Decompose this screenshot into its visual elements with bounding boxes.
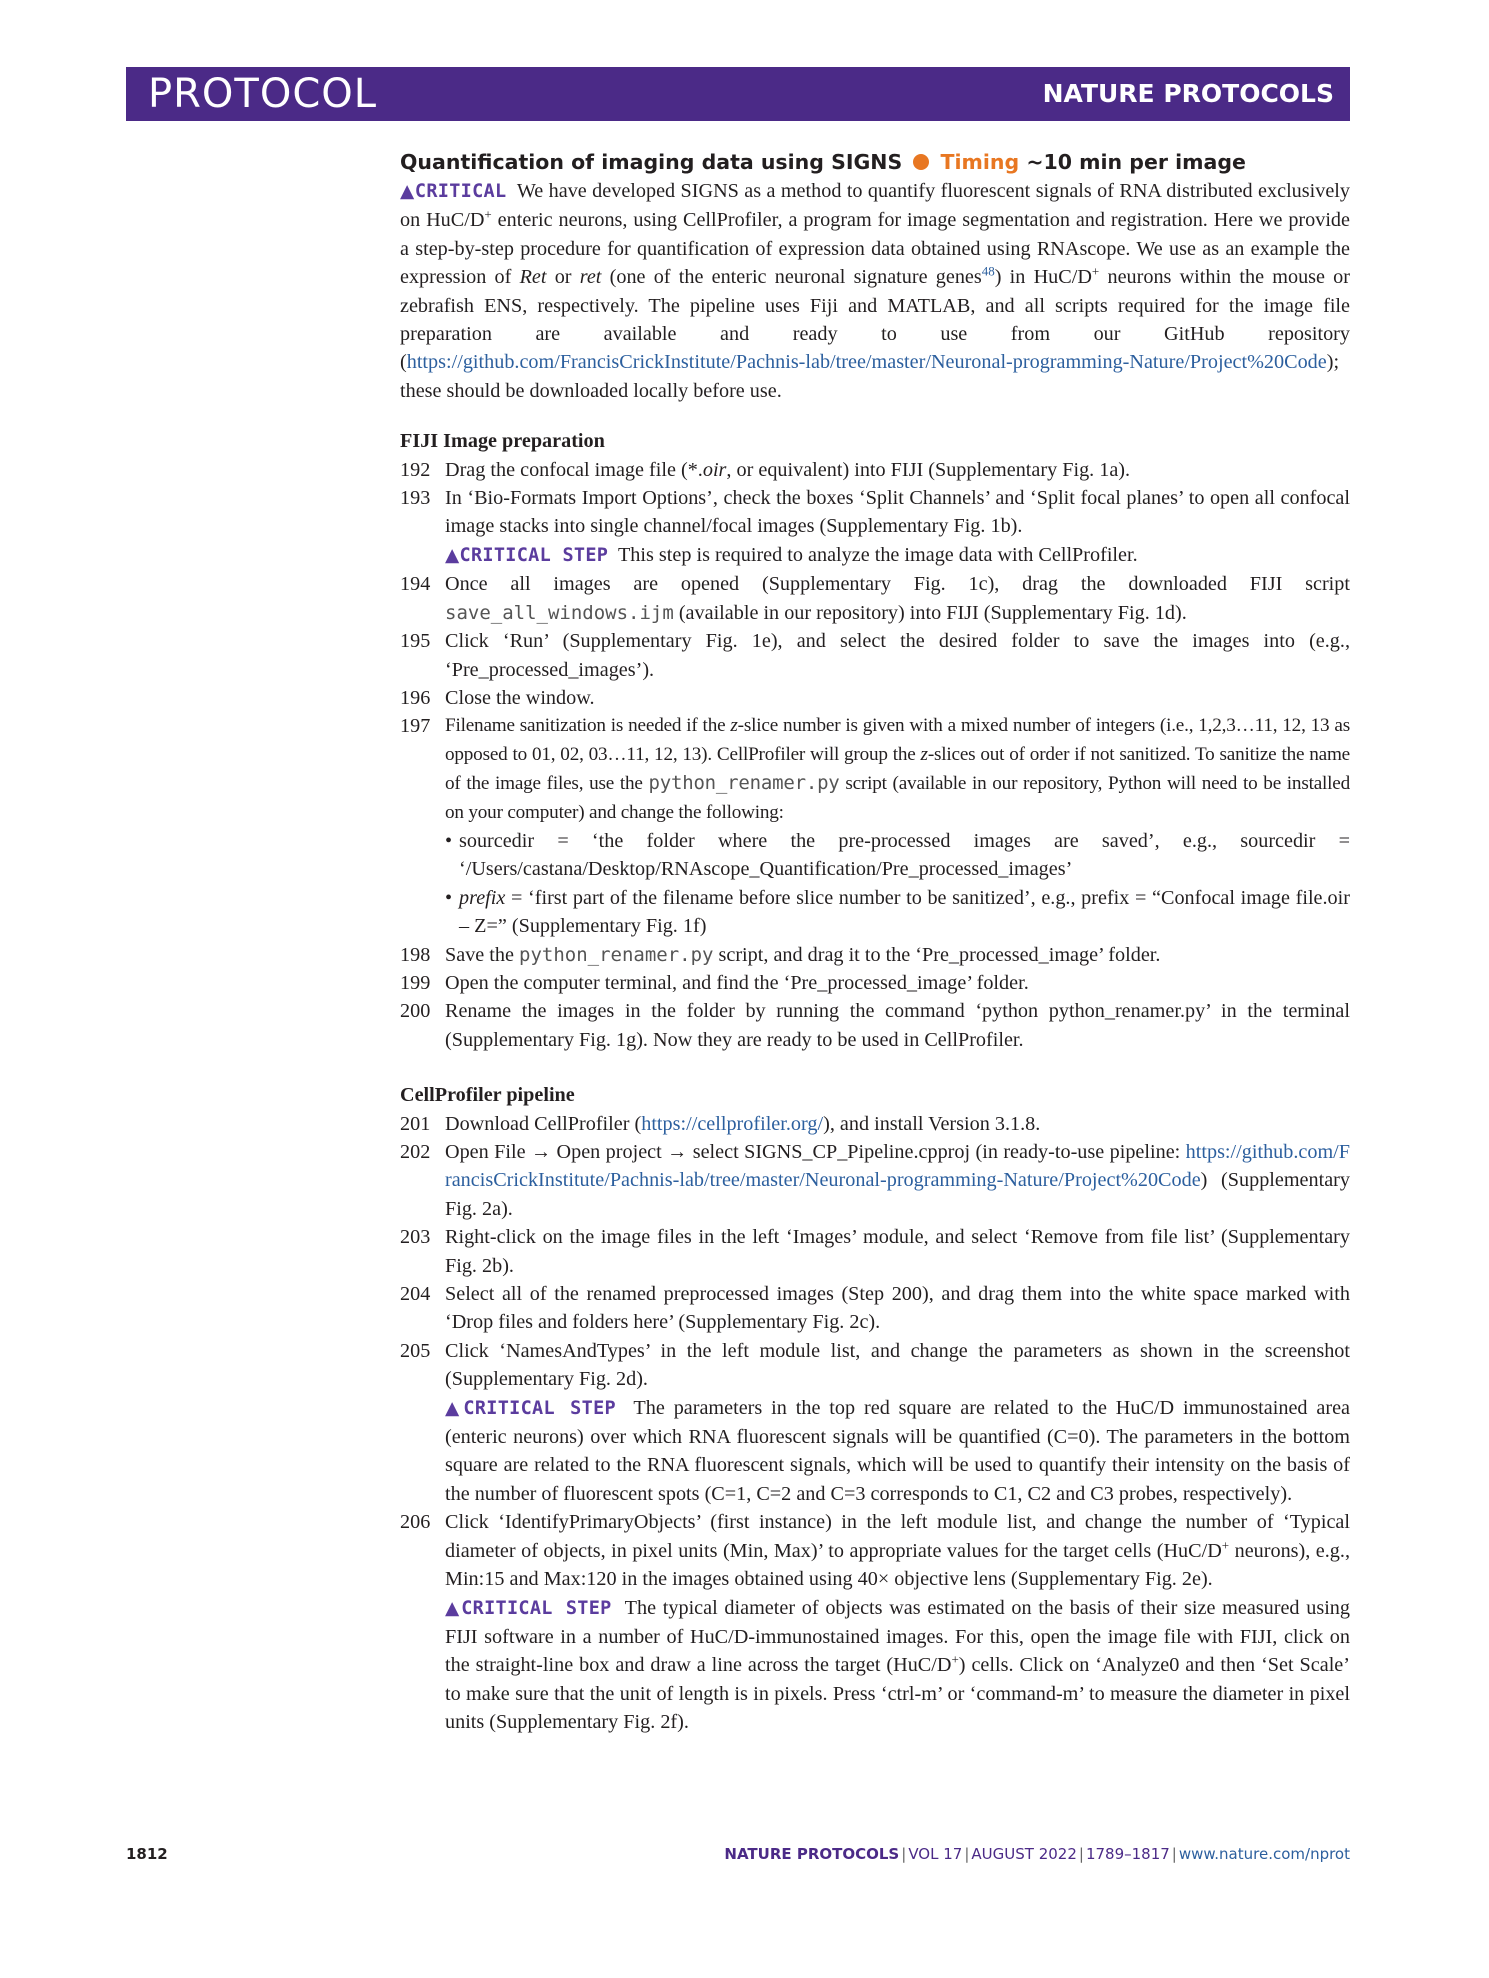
critical-step-tag: ▲CRITICAL STEP (445, 1597, 612, 1619)
timing-label: Timing (940, 150, 1020, 174)
script-filename: python_renamer.py (519, 943, 714, 966)
step-206: 206 Click ‘IdentifyPrimaryObjects’ (first instance) in the left module list, and change the number of ‘Typical diameter of objects, in pixel units (Min, Max)’ to appropriate values for the target cells (HuC/D+ neurons), e.g., Min:15 and Max:120 in the images obtained using 40× objective lens (Supplementary Fig. 2e). ▲CRITICAL STEP The typical diameter of objects was estimated on the basis of their size measured using FIJI software in a number of HuC/D-immunostained images. For this, open the image file with FIJI, click on the straight-line box and draw a line across the target (HuC/D+) cells. Click on ‘Analyze0 and then ‘Set Scale’ to make sure that the unit of length is in pixels. Press ‘ctrl-m’ or ‘command-m’ to measure the diameter in pixel units (Supplementary Fig. 2f). (400, 1511, 1350, 1734)
critical-tag: ▲CRITICAL (400, 181, 507, 202)
step-194: 194 Once all images are opened (Supplementary Fig. 1c), drag the downloaded FIJI script save_all_windows.ijm (available in our repository) into FIJI (Supplementary Fig. 1d). (400, 573, 1350, 624)
critical-step-tag: ▲CRITICAL STEP (445, 544, 609, 566)
step-192: 192 Drag the confocal image file (*.oir, or equivalent) into FIJI (Supplementary Fig. 1a). (400, 458, 1131, 481)
warning-triangle-icon: ▲ (400, 181, 415, 202)
reference-link[interactable]: 48 (981, 263, 995, 279)
step-197-bullet-2: • prefix = ‘first part of the filename before slice number to be sanitized’, e.g., prefix = “Confocal image file.oir – Z=” (Supplementary Fig. 1f) (400, 884, 1350, 941)
critical-step-tag: ▲CRITICAL STEP (445, 1397, 616, 1419)
journal-url[interactable]: www.nature.com/nprot (1178, 1845, 1350, 1863)
script-filename: python_renamer.py (648, 772, 840, 795)
timing-dot-icon (913, 154, 929, 170)
intro-paragraph: ▲CRITICAL We have developed SIGNS as a method to quantify fluorescent signals of RNA distributed exclusively on HuC/D+ enteric neurons, using CellProfiler, a program for image segmentation and registration. Here we provide a step-by-step procedure for quantification of expression data obtained using RNAscope. We use as an example the expression of Ret or ret (one of the enteric neuronal signature genes$^{48}$) in HuC/D+ neurons within the mouse or zebrafish ENS, respectively. The pipeline uses Fiji and MATLAB, and all scripts required for the image file preparation are available and ready to use from our GitHub repository (https://github.com/FrancisCrickInstitute/Pachnis-lab/tree/master/Neuronal-programming-Nature/Project%20Code); these should be downloaded locally before use. (400, 180, 1351, 402)
journal-name: NATURE PROTOCOLS (1042, 79, 1334, 108)
step-200: 200 Rename the images in the folder by running the command ‘python python_renamer.py’ in the terminal (Supplementary Fig. 1g). Now they are ready to be used in CellProfiler. (400, 1000, 1350, 1051)
cellprofiler-heading: CellProfiler pipeline (400, 1084, 575, 1107)
step-204: 204 Select all of the renamed preprocessed images (Step 200), and drag them into the white space marked with ‘Drop files and folders here’ (Supplementary Fig. 2c). (400, 1283, 1350, 1334)
fiji-heading: FIJI Image preparation (400, 430, 605, 453)
article-body (400, 147, 1350, 1737)
section-label: PROTOCOL (148, 71, 378, 117)
github-link[interactable]: https://github.com/FrancisCrickInstitute/Pachnis-lab/tree/master/Neuronal-programming-Nature/Project%20Code (406, 351, 1327, 374)
step-199: 199 Open the computer terminal, and find the ‘Pre_processed_image’ folder. (400, 971, 1029, 994)
pipeline-link[interactable]: https://github.com/FrancisCrickInstitute/Pachnis-lab/tree/master/Neuronal-programming-Nature/Project%20Code (445, 1141, 1350, 1192)
page-footer (126, 1845, 1350, 1867)
step-203: 203 Right-click on the image files in the left ‘Images’ module, and select ‘Remove from file list’ (Supplementary Fig. 2b). (400, 1226, 1350, 1277)
step-193: 193 In ‘Bio-Formats Import Options’, check the boxes ‘Split Channels’ and ‘Split focal planes’ to open all confocal image stacks into single channel/focal images (Supplementary Fig. 1b). ▲CRITICAL STEP This step is required to analyze the image data with CellProfiler. (400, 487, 1350, 566)
step-201: 201 Download CellProfiler (https://cellprofiler.org/), and install Version 3.1.8. (400, 1112, 1041, 1135)
step-195: 195 Click ‘Run’ (Supplementary Fig. 1e), and select the desired folder to save the images into (e.g., ‘Pre_processed_images’). (400, 630, 1350, 681)
step-202: 202 Open File → Open project → select SIGNS_CP_Pipeline.cpproj (in ready-to-use pipeline: https://github.com/FrancisCrickInstitute/Pachnis-lab/tree/master/Neuronal-programming-Nature/Project%20Code) (Supplementary Fig. 2a). (400, 1141, 1350, 1220)
procedure-title: Quantification of imaging data using SIGNS (400, 150, 903, 174)
cellprofiler-link[interactable]: https://cellprofiler.org/ (641, 1112, 824, 1135)
cellprofiler-steps (400, 1110, 1350, 1737)
timing-value: ~10 min per image (1026, 150, 1246, 174)
citation: NATURE PROTOCOLS | VOL 17 | AUGUST 2022 | 1789–1817 | www.nature.com/nprot (724, 1845, 1350, 1863)
step-205: 205 Click ‘NamesAndTypes’ in the left module list, and change the parameters as shown in the screenshot (Supplementary Fig. 2d). ▲CRITICAL STEP The parameters in the top red square are related to the HuC/D immunostained area (enteric neurons) over which RNA fluorescent signals will be quantified (C=0). The parameters in the bottom square are related to the RNA fluorescent signals, which will be used to quantify their intensity on the basis of the number of fluorescent spots (C=1, C=2 and C=3 corresponds to C1, C2 and C3 probes, respectively). (400, 1339, 1351, 1505)
step-198: 198 Save the python_renamer.py script, and drag it to the ‘Pre_processed_image’ folder. (400, 943, 1161, 966)
script-filename: save_all_windows.ijm (445, 601, 674, 624)
fiji-steps (400, 456, 1350, 1055)
step-197: 197 Filename sanitization is needed if the z-slice number is given with a mixed number of integers (i.e., 1,2,3…11, 12, 13 as opposed to 01, 02, 03…11, 12, 13). CellProfiler will group the z-slices out of order if not sanitized. To sanitize the name of the image files, use the python_renamer.py script (available in our repository, Python will need to be installed on your computer) and change the following: (400, 715, 1351, 823)
procedure-heading (400, 147, 1350, 177)
step-197-bullet-1: • sourcedir = ‘the folder where the pre-processed images are saved’, e.g., sourcedir = ‘/Users/castana/Desktop/RNAscope_Quantification/Pre_processed_images’ (400, 827, 1350, 884)
header-banner (126, 67, 1350, 121)
step-196: 196 Close the window. (400, 686, 595, 709)
page-number: 1812 (126, 1845, 168, 1863)
